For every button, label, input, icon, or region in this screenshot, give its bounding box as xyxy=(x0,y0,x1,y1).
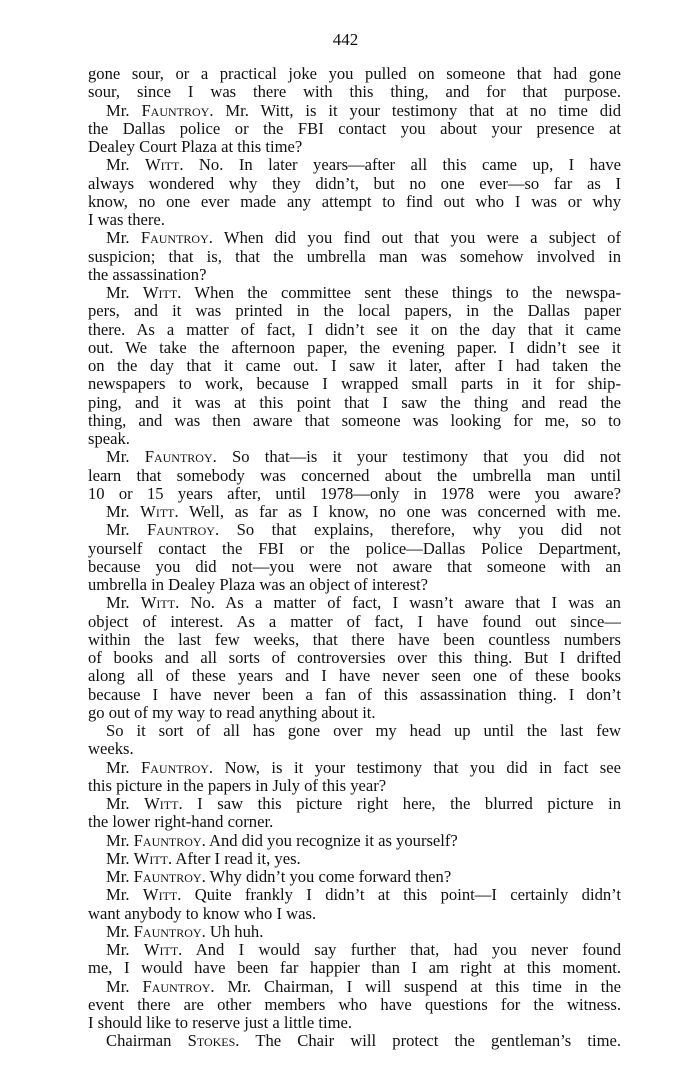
speaker-name: Witt xyxy=(140,503,175,521)
text-line xyxy=(88,120,621,138)
speaker-title: Mr. xyxy=(106,941,144,959)
speaker-line xyxy=(88,594,621,612)
line-text: I was there. xyxy=(88,210,165,229)
speaker-line xyxy=(88,1032,621,1050)
speaker-line xyxy=(88,102,621,120)
line-text: . So that explains, therefore, why you did not xyxy=(214,521,621,540)
text-line xyxy=(88,905,621,923)
line-text: . I saw this picture right here, the blurred picture in xyxy=(178,795,621,813)
line-text: the lower right-hand corner. xyxy=(88,812,274,832)
speaker-name: Fauntroy xyxy=(141,101,210,120)
line-text: . Quite frankly I didn’t at this point—I certainly didn’t xyxy=(177,886,621,905)
speaker-line xyxy=(88,759,621,777)
speaker-title: Mr. xyxy=(106,830,134,850)
line-text: because you did not—you were not aware that someone with an xyxy=(88,557,621,576)
speaker-line xyxy=(88,886,621,904)
speaker-line xyxy=(88,229,621,247)
line-text: speak. xyxy=(88,429,130,448)
text-line xyxy=(88,996,621,1014)
line-text: . Why didn’t you come forward then? xyxy=(201,867,452,886)
line-text: within the last few weeks, that there have been countless numbers xyxy=(88,630,621,649)
speaker-title: Mr. xyxy=(106,503,141,521)
text-line xyxy=(88,959,621,977)
line-text: the assassination? xyxy=(88,264,207,284)
speaker-name: Fauntroy xyxy=(144,448,213,467)
line-text: . Mr. Chairman, I will suspend at this time in the xyxy=(210,977,621,996)
speaker-line xyxy=(88,284,621,302)
speaker-name: Stokes xyxy=(187,1032,236,1051)
text-line xyxy=(88,248,621,266)
speaker-title: Mr. xyxy=(106,156,145,175)
line-text: ping, and it was at this point that I saw the thing and read the xyxy=(88,393,621,412)
text-line xyxy=(88,686,621,704)
text-line xyxy=(88,704,621,722)
speaker-line xyxy=(88,156,621,174)
text-line xyxy=(88,394,621,412)
text-line xyxy=(88,412,621,430)
speaker-line xyxy=(88,923,621,941)
speaker-name: Witt xyxy=(133,848,168,868)
line-text: object of interest. As a matter of fact, I have found out since— xyxy=(88,612,621,631)
text-line xyxy=(88,576,621,594)
line-text: the Dallas police or the FBI contact you about your presence at xyxy=(88,119,621,138)
speaker-line xyxy=(88,503,621,521)
text-line xyxy=(88,540,621,558)
line-text: newspapers to work, because I wrapped small parts in it for ship- xyxy=(88,375,621,394)
line-text: . And did you recognize it as yourself? xyxy=(201,830,458,850)
speaker-name: Witt xyxy=(143,941,179,959)
speaker-name: Witt xyxy=(144,156,180,175)
line-text: want anybody to know who I was. xyxy=(88,903,317,923)
speaker-title: Mr. xyxy=(106,229,141,248)
line-text: . After I read it, yes. xyxy=(168,848,301,868)
line-text: there. As a matter of fact, I didn’t see it on the day that it came xyxy=(88,320,621,339)
text-line xyxy=(88,357,621,375)
text-line xyxy=(88,777,621,795)
text-line xyxy=(88,813,621,831)
speaker-line xyxy=(88,941,621,959)
text-line xyxy=(88,722,621,740)
text-line xyxy=(88,266,621,284)
line-text: umbrella in Dealey Plaza was an object of interest? xyxy=(88,575,429,594)
speaker-line xyxy=(88,521,621,539)
speaker-title: Mr. xyxy=(106,867,134,886)
line-text: of books and all sorts of controversies over this thing. But I drifted xyxy=(88,649,621,667)
speaker-line xyxy=(88,832,621,850)
line-text: gone sour, or a practical joke you pulled on someone that had gone xyxy=(88,65,621,83)
line-text: event there are other members who have questions for the witness. xyxy=(88,995,621,1014)
line-text: out. We take the afternoon paper, the evening paper. I didn’t see it xyxy=(88,338,621,357)
speaker-title: Mr. xyxy=(106,594,141,613)
line-text: know, no one ever made any attempt to find out who I was or why xyxy=(88,192,621,211)
speaker-title: Mr. xyxy=(106,284,143,302)
line-text: suspicion; that is, that the umbrella man was somehow involved in xyxy=(88,247,621,266)
line-text: 10 or 15 years after, until 1978—only in 1978 were you aware? xyxy=(88,484,621,503)
speaker-title: Mr. xyxy=(106,448,145,467)
text-line xyxy=(88,467,621,485)
speaker-name: Fauntroy xyxy=(142,977,211,996)
line-text: thing, and was then aware that someone was looking for me, so to xyxy=(88,411,621,430)
text-line xyxy=(88,631,621,649)
speaker-title: Chairman xyxy=(106,1032,188,1051)
text-line xyxy=(88,667,621,685)
speaker-name: Fauntroy xyxy=(133,921,202,941)
line-text: because I have never been a fan of this assassination thing. I don’t xyxy=(88,685,621,704)
line-text: this picture in the papers in July of this year? xyxy=(88,775,387,795)
text-line xyxy=(88,375,621,393)
speaker-name: Witt xyxy=(144,795,179,813)
line-text: . Uh huh. xyxy=(201,921,264,941)
speaker-name: Fauntroy xyxy=(133,867,202,886)
speaker-title: Mr. xyxy=(106,521,148,540)
speaker-line xyxy=(88,850,621,868)
text-line xyxy=(88,193,621,211)
text-line xyxy=(88,321,621,339)
line-text: sour, since I was there with this thing, and for that purpose. xyxy=(88,83,621,102)
speaker-name: Fauntroy xyxy=(133,830,202,850)
line-text: yourself contact the FBI or the police—Dallas Police Department, xyxy=(88,539,621,558)
speaker-line xyxy=(88,978,621,996)
line-text: Dealey Court Plaza at this time? xyxy=(88,137,303,156)
speaker-line xyxy=(88,795,621,813)
line-text: . When did you find out that you were a subject of xyxy=(208,229,621,248)
line-text: learn that somebody was concerned about the umbrella man until xyxy=(88,466,621,485)
speaker-name: Witt xyxy=(142,284,178,302)
speaker-name: Fauntroy xyxy=(140,229,209,248)
text-line xyxy=(88,430,621,448)
text-line xyxy=(88,138,621,156)
line-text: So it sort of all has gone over my head up until the last few xyxy=(106,722,621,740)
speaker-name: Witt xyxy=(140,594,176,613)
line-text: on the day that it came out. I saw it later, after I had taken the xyxy=(88,357,621,375)
text-line xyxy=(88,302,621,320)
line-text: . When the committee sent these things to the newspa- xyxy=(177,284,621,302)
line-text: . Mr. Witt, is it your testimony that at no time did xyxy=(209,101,621,120)
speaker-name: Fauntroy xyxy=(147,521,215,540)
line-text: . No. In later years—after all this came up, I have xyxy=(179,156,621,175)
speaker-line xyxy=(88,448,621,466)
text-line xyxy=(88,558,621,576)
text-line xyxy=(88,175,621,193)
line-text: . So that—is it your testimony that you did not xyxy=(212,448,621,467)
transcript-body xyxy=(88,65,621,1051)
text-line xyxy=(88,1014,621,1032)
text-line xyxy=(88,613,621,631)
speaker-title: Mr. xyxy=(106,101,142,120)
speaker-title: Mr. xyxy=(106,921,134,941)
text-line xyxy=(88,740,621,758)
text-line xyxy=(88,485,621,503)
line-text: . The Chair will protect the gentleman’s time. xyxy=(235,1032,621,1051)
text-line xyxy=(88,339,621,357)
line-text: me, I would have been far happier than I am right at this moment. xyxy=(88,959,621,978)
speaker-title: Mr. xyxy=(106,795,145,813)
text-line xyxy=(88,83,621,101)
line-text: along all of these years and I have never seen one of these books xyxy=(88,667,621,686)
line-text: always wondered why they didn’t, but no one ever—so far as I xyxy=(88,174,621,193)
line-text: go out of my way to read anything about it. xyxy=(88,702,376,722)
text-line xyxy=(88,211,621,229)
line-text: . No. As a matter of fact, I wasn’t aware that I was an xyxy=(175,594,621,613)
speaker-title: Mr. xyxy=(106,848,134,868)
speaker-name: Fauntroy xyxy=(141,758,209,777)
line-text: . And I would say further that, had you never found xyxy=(178,941,621,959)
speaker-line xyxy=(88,868,621,886)
page-number: 442 xyxy=(332,30,359,49)
line-text: weeks. xyxy=(88,739,134,759)
speaker-title: Mr. xyxy=(106,977,143,996)
text-line xyxy=(88,649,621,667)
speaker-title: Mr. xyxy=(106,886,143,905)
line-text: . Now, is it your testimony that you did in fact see xyxy=(208,758,621,777)
line-text: . Well, as far as I know, no one was concerned with me. xyxy=(174,503,621,521)
line-text: pers, and it was printed in the local papers, in the Dallas paper xyxy=(88,302,621,321)
line-text: I should like to reserve just a little time. xyxy=(88,1013,353,1032)
speaker-name: Witt xyxy=(142,886,178,905)
speaker-title: Mr. xyxy=(106,758,142,777)
text-line xyxy=(88,65,621,83)
